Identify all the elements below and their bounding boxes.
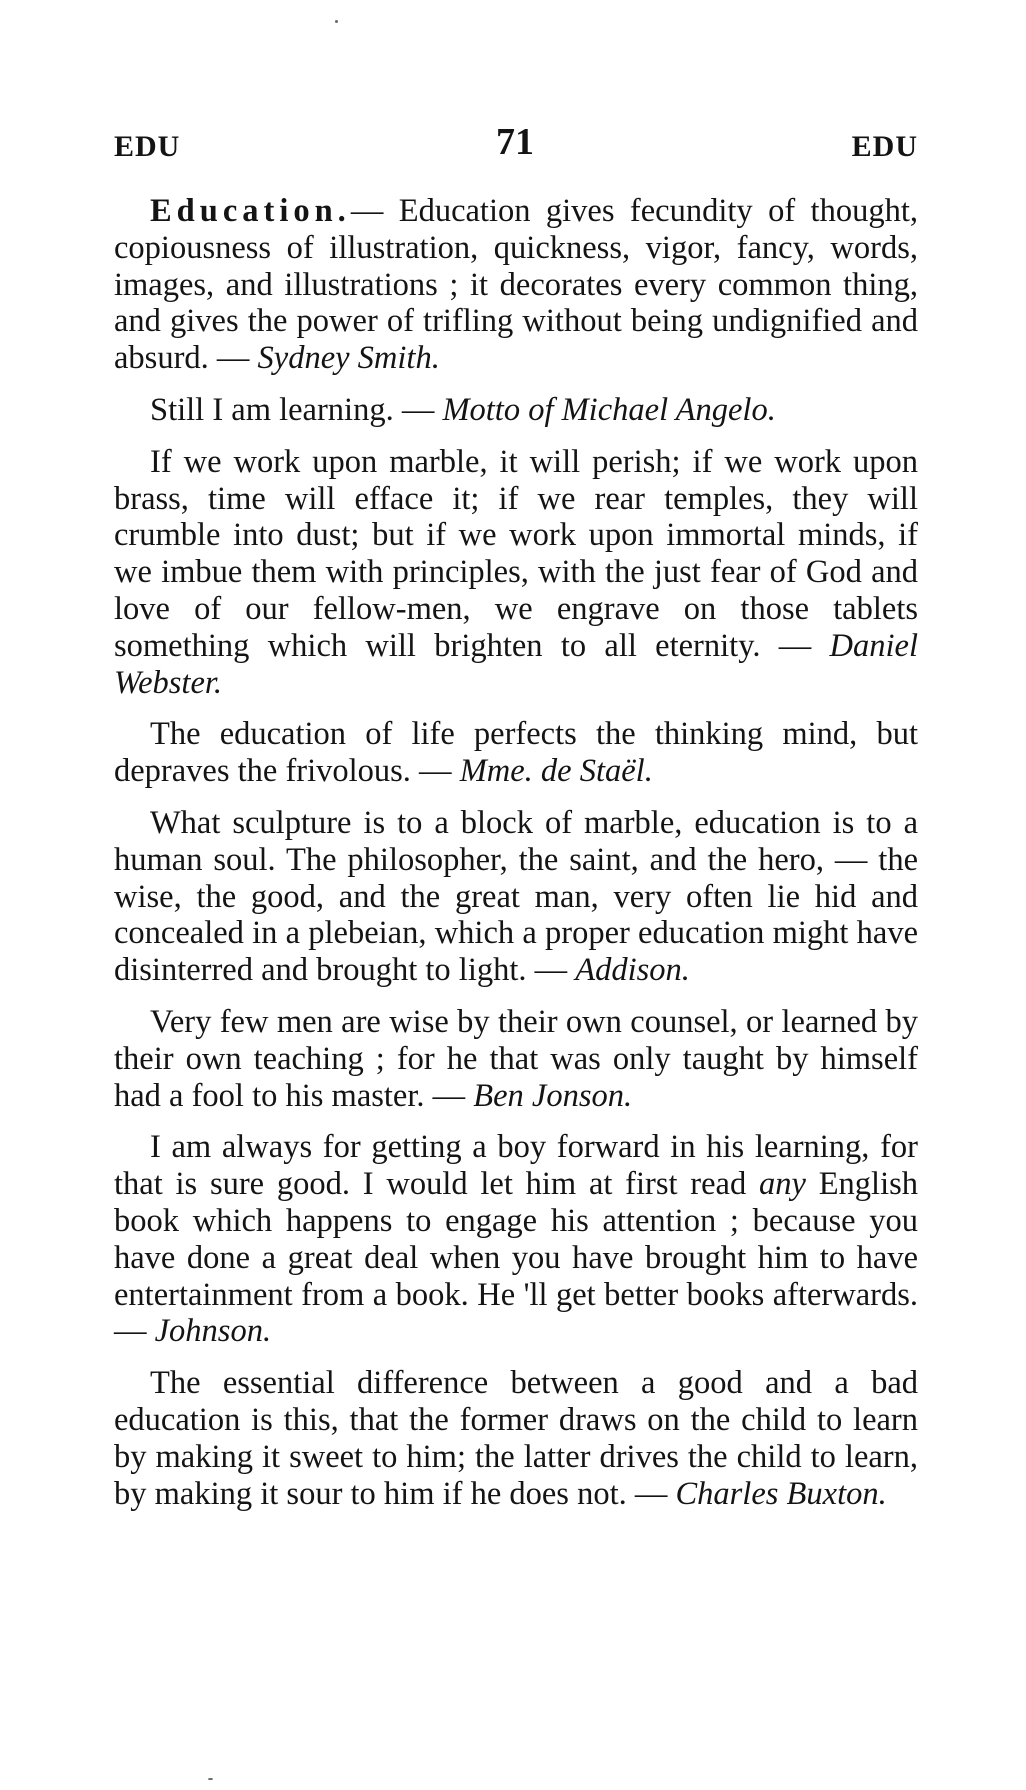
quotation-author: Johnson. bbox=[154, 1313, 272, 1350]
quotation-text: If we work upon marble, it will perish; if we work upon brass, time will efface it; if we rear temples, they will crumble into dust; but if we work upon immortal minds, if we imbue them with principles, with the just fear of God and love of our fellow-men, we engrave on those tablets something which will brighten to all eternity. — bbox=[114, 443, 918, 664]
quotation-author: Daniel Webster. bbox=[114, 627, 918, 701]
quotation-entry bbox=[114, 716, 918, 790]
quotation-text-after: English book which happens to engage his attention ; because you have done a great deal when you have brought him to have entertainment from a book. He 'll get better books afterwards. — bbox=[114, 1166, 918, 1350]
quotation-entry bbox=[114, 392, 918, 429]
quotation-entry bbox=[114, 805, 918, 989]
quotation-text: — Education gives fecundity of thought, copiousness of illustration, quickness, vigor, fancy, words, images, and illustrations ; it decorates every common thing, and gives the power of trifling without being undignified and absurd. — bbox=[114, 193, 918, 377]
quotation-entry bbox=[114, 1129, 918, 1350]
quotation-entry bbox=[114, 444, 918, 702]
header-right-guideword: EDU bbox=[851, 130, 918, 163]
header-left-guideword: EDU bbox=[114, 130, 181, 163]
quotation-text: Very few men are wise by their own counsel, or learned by their own teaching ; for he that was only taught by himself had a fool to his master. — bbox=[114, 1003, 918, 1114]
quotation-author: Mme. de Staël. bbox=[459, 753, 653, 790]
quotation-list bbox=[114, 193, 918, 1512]
running-header bbox=[114, 118, 918, 168]
quotation-text: What sculpture is to a block of marble, education is to a human soul. The philosopher, the saint, and the hero, — the wise, the good, and the great man, very often lie hid and concealed in a plebeian, which a proper education might have disinterred and brought to light. — bbox=[114, 804, 918, 989]
quotation-author: Charles Buxton. bbox=[675, 1475, 887, 1512]
quotation-author: Addison. bbox=[575, 952, 690, 989]
quotation-text-before: I am always for getting a boy forward in his learning, for that is sure good. I would let him at first read bbox=[114, 1129, 918, 1203]
quotation-author: Sydney Smith. bbox=[257, 340, 440, 377]
page-number: 71 bbox=[496, 121, 534, 163]
entry-headword: Education. bbox=[150, 193, 351, 229]
quotation-entry bbox=[114, 1365, 918, 1512]
quotation-text: The essential difference between a good and a bad education is this, that the former draws on the child to learn by making it sweet to him; the latter drives the child to learn, by making it sour to him if he does not. — bbox=[114, 1365, 918, 1512]
page-speck bbox=[335, 20, 338, 23]
quotation-emphasis: any bbox=[758, 1166, 806, 1203]
quotation-author: Motto of Michael Angelo. bbox=[442, 391, 776, 428]
quotation-entry bbox=[114, 193, 918, 377]
quotation-text: Still I am learning. — bbox=[150, 391, 443, 428]
quotation-text: The education of life perfects the thinking mind, but depraves the frivolous. — bbox=[114, 716, 918, 790]
quotation-entry bbox=[114, 1004, 918, 1114]
quotation-author: Ben Jonson. bbox=[473, 1077, 633, 1114]
page-speck bbox=[208, 1778, 213, 1780]
